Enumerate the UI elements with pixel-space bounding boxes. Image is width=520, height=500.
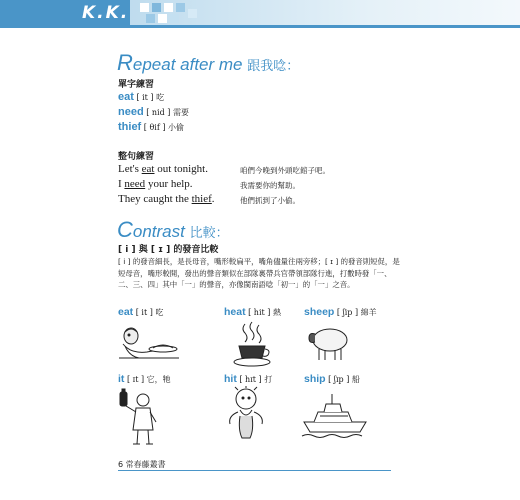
deco-square	[146, 14, 155, 23]
phonetic: [ ʃɪp ]	[328, 375, 350, 384]
title-initial: R	[117, 50, 133, 75]
compare-paragraph: [ i ] 的發音細長，是長母音，嘴形較扁平，嘴角儘量往兩旁移；[ ɪ ] 的發音則短促，是短母音，嘴形較開，發出的聲音類似在部隊裏帶兵官帶領部隊行進，打數時發「一、二、三、四」其中「一」的聲音，亦像閩南語唸「初一」的「一」之音。	[118, 257, 400, 289]
title-chinese: 跟我唸：	[247, 59, 300, 74]
sentence-translation: 咱們今晚到外頭吃館子吧。	[240, 166, 330, 175]
meaning: 它，牠	[146, 375, 171, 384]
word: thief	[118, 121, 142, 133]
meaning: 船	[351, 375, 360, 384]
man-holding-bottle-illustration	[116, 388, 160, 448]
contrast-label	[304, 373, 360, 385]
meaning: 熱	[272, 308, 281, 317]
word-line	[118, 91, 164, 103]
deco-square	[140, 3, 149, 12]
page-footer: 6 常春藤叢書	[118, 460, 166, 469]
deco-square	[164, 3, 173, 12]
ship-illustration	[300, 392, 370, 440]
deco-square	[170, 14, 179, 23]
word: eat	[118, 91, 134, 103]
sentence	[118, 193, 215, 205]
man-eating-illustration	[113, 322, 183, 364]
phonetic: [ hɪt ]	[239, 375, 262, 384]
page-header	[0, 0, 520, 28]
deco-square	[188, 9, 197, 18]
man-hit-illustration	[224, 386, 268, 444]
word: hit	[224, 373, 237, 385]
deco-square	[152, 3, 161, 12]
meaning: 綿羊	[360, 308, 377, 317]
word: heat	[224, 306, 246, 318]
title-chinese: 比較：	[189, 226, 229, 241]
meaning: 小偷	[168, 123, 184, 132]
contrast-label	[118, 373, 171, 385]
meaning: 需要	[172, 108, 189, 117]
title-initial: C	[117, 217, 133, 242]
sentence-translation: 他們抓到了小偷。	[240, 196, 300, 205]
meaning: 打	[264, 375, 273, 384]
sentence-text: They caught the	[118, 193, 192, 205]
repeat-section-title	[117, 50, 299, 76]
steaming-cup-illustration	[230, 320, 272, 368]
footer-line	[118, 470, 391, 471]
word: eat	[118, 306, 134, 318]
contrast-label	[224, 306, 281, 318]
word: need	[118, 106, 144, 118]
deco-square	[176, 3, 185, 12]
sentence-text: Let's	[118, 163, 142, 175]
sentence-text: out tonight.	[154, 163, 208, 175]
contrast-section-title	[117, 217, 229, 243]
sentence-text: .	[211, 193, 215, 205]
compare-heading: [ i ] 與 [ ɪ ] 的發音比較	[118, 245, 219, 255]
phonetic: [ it ]	[135, 308, 153, 317]
contrast-label	[224, 373, 272, 385]
phonetic: [ hit ]	[248, 308, 271, 317]
words-heading: 單字練習	[118, 80, 155, 90]
header-title: K.K.	[82, 3, 130, 23]
title-rest: ontrast	[132, 222, 185, 241]
title-rest: epeat after me	[132, 55, 243, 74]
sentence-keyword: need	[124, 178, 146, 190]
phonetic: [ nid ]	[146, 108, 171, 117]
contrast-label	[118, 306, 163, 318]
sentence-text: I	[118, 178, 125, 190]
sentence-text: your help.	[145, 178, 193, 190]
word: it	[118, 373, 125, 385]
sentence	[118, 163, 208, 175]
sentence	[118, 178, 193, 190]
phonetic: [ ɪt ]	[126, 375, 145, 384]
sheep-illustration	[307, 322, 353, 364]
word-line	[118, 121, 184, 133]
sentence-keyword: thief	[191, 193, 212, 205]
phonetic: [ ʃip ]	[336, 308, 359, 317]
sentences-heading: 整句練習	[118, 152, 155, 162]
word-line	[118, 106, 189, 118]
phonetic: [ θif ]	[143, 123, 166, 132]
deco-square	[158, 14, 167, 23]
word: sheep	[304, 306, 335, 318]
word: ship	[304, 373, 326, 385]
sentence-keyword: eat	[141, 163, 155, 175]
sentence-translation: 我需要你的幫助。	[240, 181, 300, 190]
header-underline	[0, 25, 520, 28]
contrast-label	[304, 306, 377, 318]
phonetic: [ it ]	[136, 93, 154, 102]
meaning: 吃	[155, 308, 164, 317]
meaning: 吃	[156, 93, 165, 102]
